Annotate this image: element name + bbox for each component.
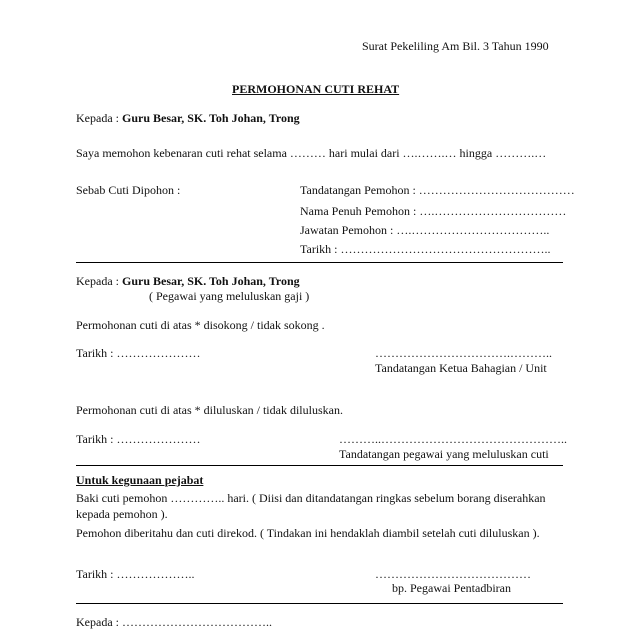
addressee-line — [76, 111, 300, 125]
office-use-heading: Untuk kegunaan pejabat — [76, 473, 204, 487]
approval-statement: Permohonan cuti di atas * diluluskan / tidak diluluskan. — [76, 403, 343, 417]
leave-recorded-statement: Pemohon diberitahu dan cuti direkod. ( Tindakan ini hendaklah diambil setelah cuti diluluskan ). — [76, 526, 540, 540]
head-signature-label: Tandatangan Ketua Bahagian / Unit — [375, 361, 547, 375]
form-title: PERMOHONAN CUTI REHAT — [232, 82, 400, 96]
approval-date-field: Tarikh : ………………… — [76, 432, 201, 446]
application-date-field: Tarikh : …………………………………………….. — [300, 242, 551, 256]
approver-signature-line: ………..……………………………………….. — [339, 432, 567, 446]
leave-reason-label: Sebab Cuti Dipohon : — [76, 183, 181, 197]
section-divider — [76, 603, 563, 604]
addressee-label: Kepada : — [76, 111, 119, 125]
addressee-name: Guru Besar, SK. Toh Johan, Trong — [121, 111, 300, 125]
section-divider — [76, 262, 563, 263]
recommendation-addressee-label: Kepada : — [76, 274, 119, 288]
support-statement: Permohonan cuti di atas * disokong / tidak sokong . — [76, 318, 325, 332]
section-divider — [76, 465, 563, 466]
approver-signature-label: Tandatangan pegawai yang meluluskan cuti — [339, 447, 549, 461]
admin-officer-signature-line: ………………………………… — [375, 567, 531, 581]
leave-balance-line-continued: kepada pemohon ). — [76, 507, 168, 521]
recommendation-addressee-name: Guru Besar, SK. Toh Johan, Trong — [121, 274, 300, 288]
office-date-field: Tarikh : ……………….. — [76, 567, 195, 581]
head-signature-line: …………………………….……….. — [375, 346, 552, 360]
footer-addressee-field: Kepada : ……………………………….. — [76, 615, 272, 629]
leave-request-line: Saya memohon kebenaran cuti rehat selama ……… hari mulai dari ….…….… hingga ……….… — [76, 146, 547, 160]
applicant-name-field: Nama Penuh Pemohon : ….…………………………… — [300, 204, 567, 218]
applicant-position-field: Jawatan Pemohon : ….…………………………….. — [300, 223, 550, 237]
applicant-signature-field: Tandatangan Pemohon : ………………………………… — [300, 183, 575, 197]
circular-reference: Surat Pekeliling Am Bil. 3 Tahun 1990 — [362, 39, 549, 53]
recommendation-addressee-line — [76, 274, 300, 288]
recommendation-date-field: Tarikh : ………………… — [76, 346, 201, 360]
admin-officer-label: bp. Pegawai Pentadbiran — [392, 581, 511, 595]
leave-balance-line: Baki cuti pemohon ………….. hari. ( Diisi dan ditandatangan ringkas sebelum borang diserahkan — [76, 491, 546, 505]
approver-note: ( Pegawai yang meluluskan gaji ) — [149, 289, 310, 303]
